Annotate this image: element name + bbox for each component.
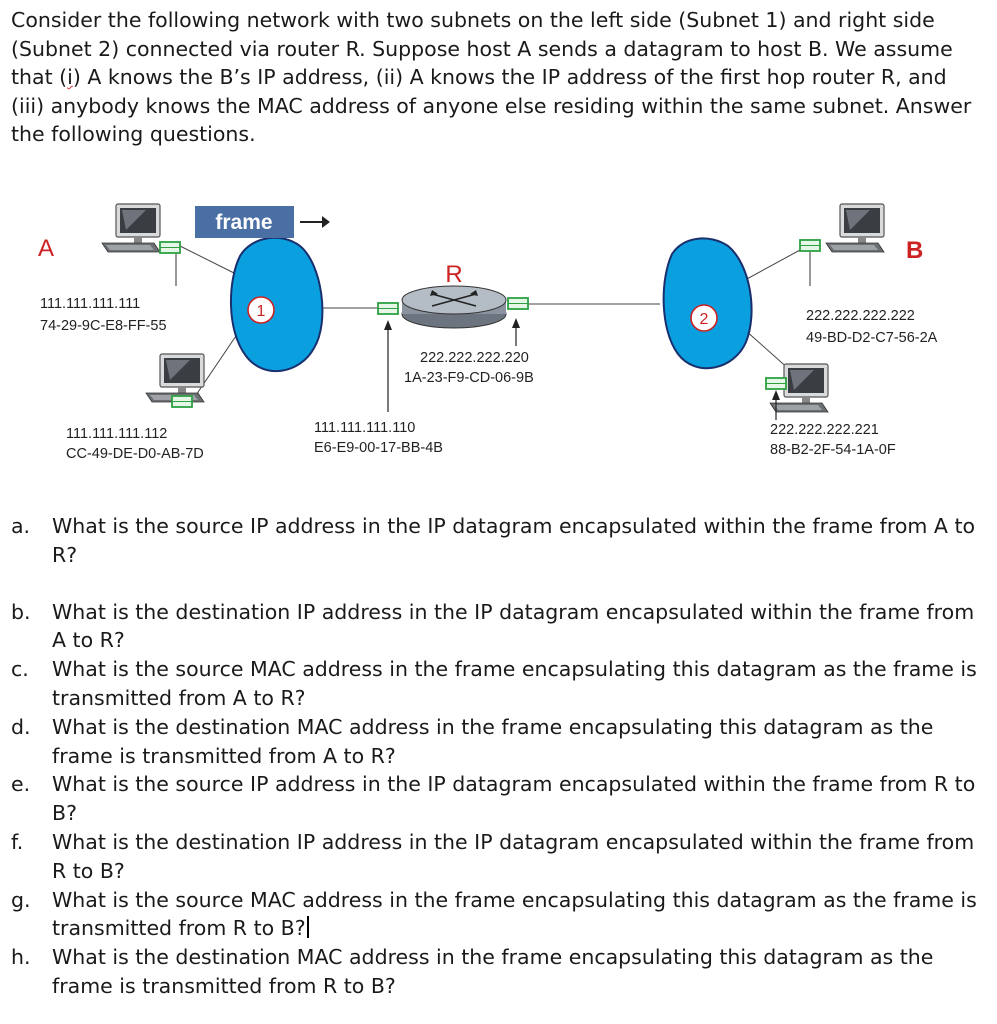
router-label: R [445,261,463,288]
host-b2-ip: 222.222.222.221 [770,422,879,438]
question-list [11,512,986,1001]
router-right-interface-icon [508,298,528,309]
router-right-pointer-arrow-icon [512,318,520,346]
question-c-text: What is the source MAC address in the frame encapsulating this datagram as the frame is transmitted from A to R? [52,657,977,710]
network-diagram [0,190,997,490]
host-a-ip: 111.111.111.111 [40,296,141,312]
host-b2-interface-icon [766,378,786,389]
question-d-letter: d. [11,714,31,739]
question-b-text: What is the destination IP address in the IP datagram encapsulated within the frame from A to R? [52,599,975,653]
spellcheck-marked-text: i [67,65,73,90]
host-b-label: B [906,237,924,264]
host-b2-mac: 88-B2-2F-54-1A-0F [770,442,896,458]
frame-direction-arrow-icon [300,216,330,228]
router-left-pointer-arrow-icon [384,320,392,412]
question-g-letter: g. [11,887,31,912]
question-b [11,598,986,656]
question-b-letter: b. [11,599,31,624]
question-f-letter: f. [11,829,24,854]
text-cursor[interactable] [307,916,309,938]
question-f [11,828,986,886]
subnet-2-cloud [664,238,752,368]
question-c-letter: c. [11,657,29,682]
question-c [11,655,986,713]
question-a [11,512,986,570]
question-d [11,713,986,771]
subnet-1-number: 1 [256,303,266,320]
question-a-letter: a. [11,514,31,538]
router-left-ip: 111.111.111.110 [314,420,416,436]
router-icon [402,286,506,328]
host-a-mac: 74-29-9C-E8-FF-55 [40,318,167,334]
host-a2-mac: CC-49-DE-D0-AB-7D [66,446,204,462]
host-a2-ip: 111.111.111.112 [66,426,168,442]
question-f-text: What is the destination IP address in the IP datagram encapsulated within the frame from R to B? [52,829,975,883]
subnet-2-number: 2 [699,311,709,328]
host-b-ip: 222.222.222.222 [806,308,915,324]
router-left-mac: E6-E9-00-17-BB-4B [314,440,443,456]
host-b-interface-icon [800,240,820,251]
question-h-letter: h. [11,945,31,970]
host-a-computer-icon [102,204,160,252]
host-a2-computer-icon [146,354,204,402]
subnet-1-cloud [231,238,322,371]
host-b-computer-icon [826,204,884,252]
router-right-ip: 222.222.222.220 [420,350,529,366]
router-right-mac: 1A-23-F9-CD-06-9B [404,370,534,386]
frame-label: frame [215,211,273,234]
host-b-mac: 49-BD-D2-C7-56-2A [806,330,938,346]
question-e-letter: e. [11,772,31,797]
intro-text-1: Consider the following network with two subnets on the left side (Subnet 1) and right side (Subnet 2) connected via router R. Suppose host A sends a datagram to host B. We assume that ( [11,8,953,90]
host-a2-interface-icon [172,396,192,407]
question-a-text: What is the source IP address in the IP datagram encapsulated within the frame from A to R? [52,514,976,567]
question-h-text: What is the destination MAC address in the frame encapsulating this datagram as the frame is transmitted from R to B? [52,945,934,998]
question-e [11,770,986,828]
question-g [11,886,986,944]
question-d-text: What is the destination MAC address in the frame encapsulating this datagram as the frame is transmitted from A to R? [52,714,934,768]
problem-statement [11,6,986,149]
intro-text-2: ) A knows the B’s IP address, (ii) A knows the IP address of the first hop router R, and (iii) anybody knows the MAC address of anyone else residing within the same subnet. Answer the following questions. [11,65,972,147]
question-e-text: What is the source IP address in the IP datagram encapsulated within the frame from R to B? [52,772,976,826]
question-h [11,943,986,1001]
question-g-text: What is the source MAC address in the frame encapsulating this datagram as the frame is transmitted from R to B? [52,887,977,941]
router-left-interface-icon [378,303,398,314]
host-a-interface-icon [160,242,180,253]
host-a-label: A [38,235,55,262]
